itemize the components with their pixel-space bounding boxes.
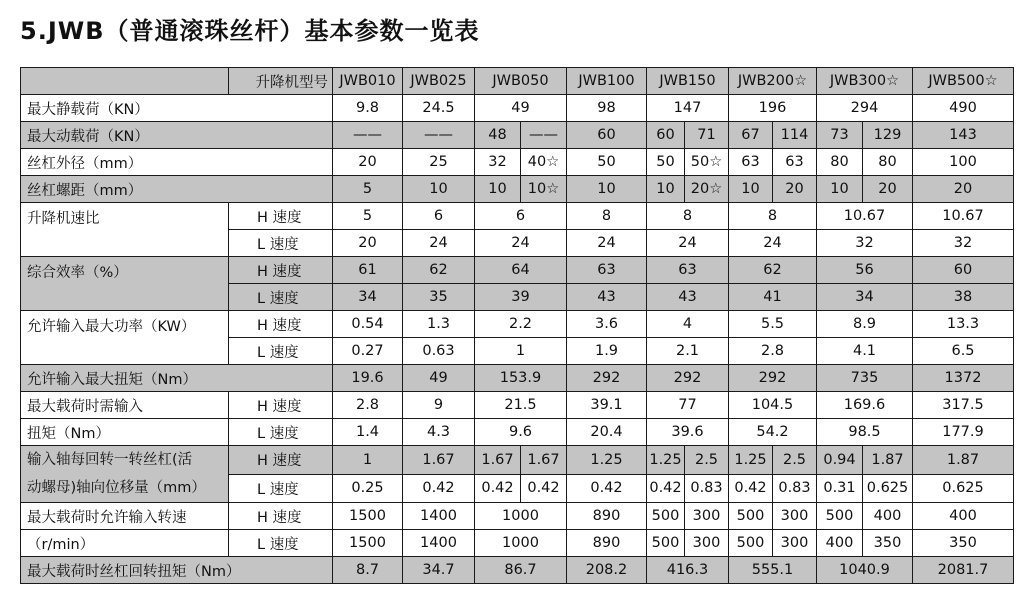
table-cell: 1 (333, 446, 403, 475)
table-cell: 555.1 (729, 557, 817, 584)
table-cell: 0.25 (333, 474, 403, 503)
table-cell: 13.3 (913, 311, 1014, 338)
table-cell: 350 (913, 530, 1014, 557)
table-cell: 5 (333, 203, 403, 230)
table-cell: 8 (729, 203, 817, 230)
table-cell: 3.6 (567, 311, 647, 338)
table-cell: 5.5 (729, 311, 817, 338)
table-row (21, 149, 1014, 176)
table-cell: 24 (475, 230, 567, 257)
table-cell: 2.8 (729, 338, 817, 365)
table-cell: 20 (333, 230, 403, 257)
table-cell: 114 (773, 122, 817, 149)
row-label: （r/min） (21, 530, 229, 557)
table-cell: 500 (817, 503, 863, 530)
table-cell: 0.625 (913, 474, 1014, 503)
table-row (21, 311, 1014, 338)
table-cell: 63 (567, 257, 647, 284)
table-cell: 20 (913, 176, 1014, 203)
table-cell: 1400 (403, 503, 475, 530)
table-cell: 1.25 (567, 446, 647, 475)
table-cell: 0.42 (521, 474, 567, 503)
table-cell: 294 (817, 95, 913, 122)
table-cell: 0.625 (863, 474, 913, 503)
row-label-line: 动螺母)轴向位移量（mm） (27, 480, 206, 496)
row-label: 最大静载荷（KN） (21, 95, 333, 122)
table-cell: 400 (863, 503, 913, 530)
table-row (21, 446, 1014, 475)
table-cell: 416.3 (647, 557, 729, 584)
table-cell: 0.42 (567, 474, 647, 503)
table-cell: 40☆ (521, 149, 567, 176)
table-cell: 20☆ (685, 176, 729, 203)
table-cell: 292 (729, 365, 817, 392)
speed-sub-label: H 速度 (229, 311, 333, 338)
table-cell: 62 (403, 257, 475, 284)
table-cell: 50☆ (685, 149, 729, 176)
table-cell: 32 (913, 230, 1014, 257)
model-header: JWB010 (333, 68, 403, 95)
row-label: 最大动载荷（KN） (21, 122, 333, 149)
table-cell: 2081.7 (913, 557, 1014, 584)
model-header: JWB300☆ (817, 68, 913, 95)
speed-sub-label: L 速度 (229, 338, 333, 365)
table-cell: 48 (475, 122, 521, 149)
row-label: 综合效率（%） (21, 257, 229, 311)
table-cell: 0.54 (333, 311, 403, 338)
table-cell: 34 (333, 284, 403, 311)
row-label: 升降机速比 (21, 203, 229, 257)
table-cell: 67 (729, 122, 773, 149)
table-cell: 39.1 (567, 392, 647, 419)
speed-sub-label: H 速度 (229, 446, 333, 475)
table-row (21, 392, 1014, 419)
table-cell: 500 (647, 503, 685, 530)
table-cell: 1.25 (647, 446, 685, 475)
model-header: JWB150 (647, 68, 729, 95)
speed-sub-label: H 速度 (229, 203, 333, 230)
table-cell: 56 (817, 257, 913, 284)
row-label-line: 输入轴每回转一转丝杠(活 (21, 446, 228, 474)
table-cell: 1.67 (521, 446, 567, 475)
table-row (21, 95, 1014, 122)
table-cell: 0.42 (403, 474, 475, 503)
table-cell: 10☆ (521, 176, 567, 203)
table-cell: 43 (647, 284, 729, 311)
table-cell: 8.9 (817, 311, 913, 338)
table-cell: 153.9 (475, 365, 567, 392)
table-cell: 0.42 (647, 474, 685, 503)
speed-sub-label: H 速度 (229, 503, 333, 530)
table-cell: 32 (475, 149, 521, 176)
table-cell: 400 (913, 503, 1014, 530)
table-cell: 1.9 (567, 338, 647, 365)
table-cell: 34 (817, 284, 913, 311)
table-cell: —— (521, 122, 567, 149)
table-cell: 317.5 (913, 392, 1014, 419)
row-label: 最大载荷时丝杠回转扭矩（Nm） (21, 557, 333, 584)
parameter-table (20, 67, 1014, 584)
table-cell: 0.42 (729, 474, 773, 503)
table-row (21, 176, 1014, 203)
table-cell: 177.9 (913, 419, 1014, 446)
table-cell: 50 (567, 149, 647, 176)
table-cell: 1.87 (863, 446, 913, 475)
table-cell: 1.87 (913, 446, 1014, 475)
table-cell: 1400 (403, 530, 475, 557)
table-cell: 500 (647, 530, 685, 557)
table-cell: 63 (729, 149, 773, 176)
table-cell: 1.67 (475, 446, 521, 475)
table-cell: 4.3 (403, 419, 475, 446)
speed-sub-label: L 速度 (229, 419, 333, 446)
table-cell: 292 (647, 365, 729, 392)
table-cell: 6.5 (913, 338, 1014, 365)
model-header: JWB100 (567, 68, 647, 95)
row-label (21, 446, 229, 503)
row-label: 最大载荷时需输入 (21, 392, 229, 419)
model-header: JWB500☆ (913, 68, 1014, 95)
table-cell: 9 (403, 392, 475, 419)
table-cell: 143 (913, 122, 1014, 149)
table-cell: 1.25 (729, 446, 773, 475)
table-cell: 1000 (475, 530, 567, 557)
table-cell: 1.4 (333, 419, 403, 446)
speed-sub-label: H 速度 (229, 392, 333, 419)
table-cell: 10.67 (817, 203, 913, 230)
row-label: 允许输入最大功率（KW） (21, 311, 229, 365)
table-cell: 62 (729, 257, 817, 284)
table-cell: 6 (403, 203, 475, 230)
table-cell: 32 (817, 230, 913, 257)
table-cell: 0.94 (817, 446, 863, 475)
table-cell: 71 (685, 122, 729, 149)
table-cell: 1.67 (403, 446, 475, 475)
table-cell: 6 (475, 203, 567, 230)
table-cell: 20 (773, 176, 817, 203)
table-cell: 49 (403, 365, 475, 392)
table-cell: 61 (333, 257, 403, 284)
table-cell: 60 (647, 122, 685, 149)
table-cell: 10 (403, 176, 475, 203)
table-cell: 60 (913, 257, 1014, 284)
table-cell: 1372 (913, 365, 1014, 392)
table-row (21, 257, 1014, 284)
table-cell: 1500 (333, 503, 403, 530)
table-cell: 80 (817, 149, 863, 176)
table-row (21, 557, 1014, 584)
page-title: 5.JWB（普通滚珠丝杆）基本参数一览表 (20, 17, 480, 45)
table-cell: 890 (567, 530, 647, 557)
table-cell: 0.31 (817, 474, 863, 503)
table-cell: 50 (647, 149, 685, 176)
table-cell: 49 (475, 95, 567, 122)
table-cell: 1040.9 (817, 557, 913, 584)
table-cell: 77 (647, 392, 729, 419)
table-cell: 9.8 (333, 95, 403, 122)
table-cell: 129 (863, 122, 913, 149)
model-header: JWB200☆ (729, 68, 817, 95)
table-cell: 147 (647, 95, 729, 122)
table-cell: 41 (729, 284, 817, 311)
table-cell: 60 (567, 122, 647, 149)
table-cell: 9.6 (475, 419, 567, 446)
table-cell: 63 (647, 257, 729, 284)
table-cell: 64 (475, 257, 567, 284)
table-cell: 100 (913, 149, 1014, 176)
table-cell: 300 (773, 503, 817, 530)
row-label: 允许输入最大扭矩（Nm） (21, 365, 333, 392)
table-cell: 169.6 (817, 392, 913, 419)
table-cell: 34.7 (403, 557, 475, 584)
table-cell: 5 (333, 176, 403, 203)
table-cell: 20.4 (567, 419, 647, 446)
table-cell: 1.3 (403, 311, 475, 338)
table-cell: 20 (333, 149, 403, 176)
table-row (21, 503, 1014, 530)
speed-sub-label: L 速度 (229, 474, 333, 503)
row-label: 丝杠外径（mm） (21, 149, 333, 176)
table-row (21, 203, 1014, 230)
table-cell: 54.2 (729, 419, 817, 446)
table-cell: 735 (817, 365, 913, 392)
table-cell: —— (333, 122, 403, 149)
table-cell: 490 (913, 95, 1014, 122)
table-cell: 10 (475, 176, 521, 203)
table-cell: 4.1 (817, 338, 913, 365)
speed-sub-label: H 速度 (229, 257, 333, 284)
table-cell: 10 (817, 176, 863, 203)
row-label: 扭矩（Nm） (21, 419, 229, 446)
table-cell: 98 (567, 95, 647, 122)
table-cell: 2.2 (475, 311, 567, 338)
table-cell: 8.7 (333, 557, 403, 584)
table-cell: 1500 (333, 530, 403, 557)
speed-sub-label: L 速度 (229, 284, 333, 311)
table-cell: 8 (647, 203, 729, 230)
table-cell: 196 (729, 95, 817, 122)
table-cell: 80 (863, 149, 913, 176)
table-cell: 10.67 (913, 203, 1014, 230)
table-cell: 21.5 (475, 392, 567, 419)
table-cell: 39.6 (647, 419, 729, 446)
table-row (21, 365, 1014, 392)
table-cell: 4 (647, 311, 729, 338)
table-cell: 20 (863, 176, 913, 203)
table-cell: 63 (773, 149, 817, 176)
table-cell: 300 (685, 503, 729, 530)
table-cell: 10 (567, 176, 647, 203)
model-header: JWB050 (475, 68, 567, 95)
table-cell: 98.5 (817, 419, 913, 446)
table-cell: 1000 (475, 503, 567, 530)
table-cell: 1 (475, 338, 567, 365)
model-header-label: 升降机型号 (229, 68, 333, 95)
table-cell: 292 (567, 365, 647, 392)
table-cell: 43 (567, 284, 647, 311)
table-row (21, 530, 1014, 557)
table-cell: 2.1 (647, 338, 729, 365)
table-cell: 2.5 (685, 446, 729, 475)
table-cell: 890 (567, 503, 647, 530)
row-label: 丝杠螺距（mm） (21, 176, 333, 203)
table-row (21, 419, 1014, 446)
table-cell: 104.5 (729, 392, 817, 419)
table-cell: 24 (729, 230, 817, 257)
table-cell: 208.2 (567, 557, 647, 584)
table-cell: 24.5 (403, 95, 475, 122)
table-cell: 24 (403, 230, 475, 257)
table-cell: 2.8 (333, 392, 403, 419)
table-row (21, 122, 1014, 149)
table-cell: 500 (729, 530, 773, 557)
table-cell: 0.83 (685, 474, 729, 503)
table-cell: 350 (863, 530, 913, 557)
table-cell: 500 (729, 503, 773, 530)
table-cell: 35 (403, 284, 475, 311)
table-cell: —— (403, 122, 475, 149)
table-cell: 400 (817, 530, 863, 557)
table-cell: 300 (685, 530, 729, 557)
model-header: JWB025 (403, 68, 475, 95)
table-cell: 300 (773, 530, 817, 557)
table-cell: 19.6 (333, 365, 403, 392)
table-cell: 10 (647, 176, 685, 203)
speed-sub-label: L 速度 (229, 230, 333, 257)
table-cell: 0.27 (333, 338, 403, 365)
table-cell: 73 (817, 122, 863, 149)
table-cell: 10 (729, 176, 773, 203)
table-cell: 24 (567, 230, 647, 257)
table-cell: 25 (403, 149, 475, 176)
table-cell: 8 (567, 203, 647, 230)
table-cell: 0.83 (773, 474, 817, 503)
row-label: 最大载荷时允许输入转速 (21, 503, 229, 530)
table-cell: 38 (913, 284, 1014, 311)
table-header-row (21, 68, 1014, 95)
speed-sub-label: L 速度 (229, 530, 333, 557)
table-cell: 0.42 (475, 474, 521, 503)
table-cell: 24 (647, 230, 729, 257)
table-cell: 0.63 (403, 338, 475, 365)
table-cell: 2.5 (773, 446, 817, 475)
table-cell: 86.7 (475, 557, 567, 584)
table-cell: 39 (475, 284, 567, 311)
